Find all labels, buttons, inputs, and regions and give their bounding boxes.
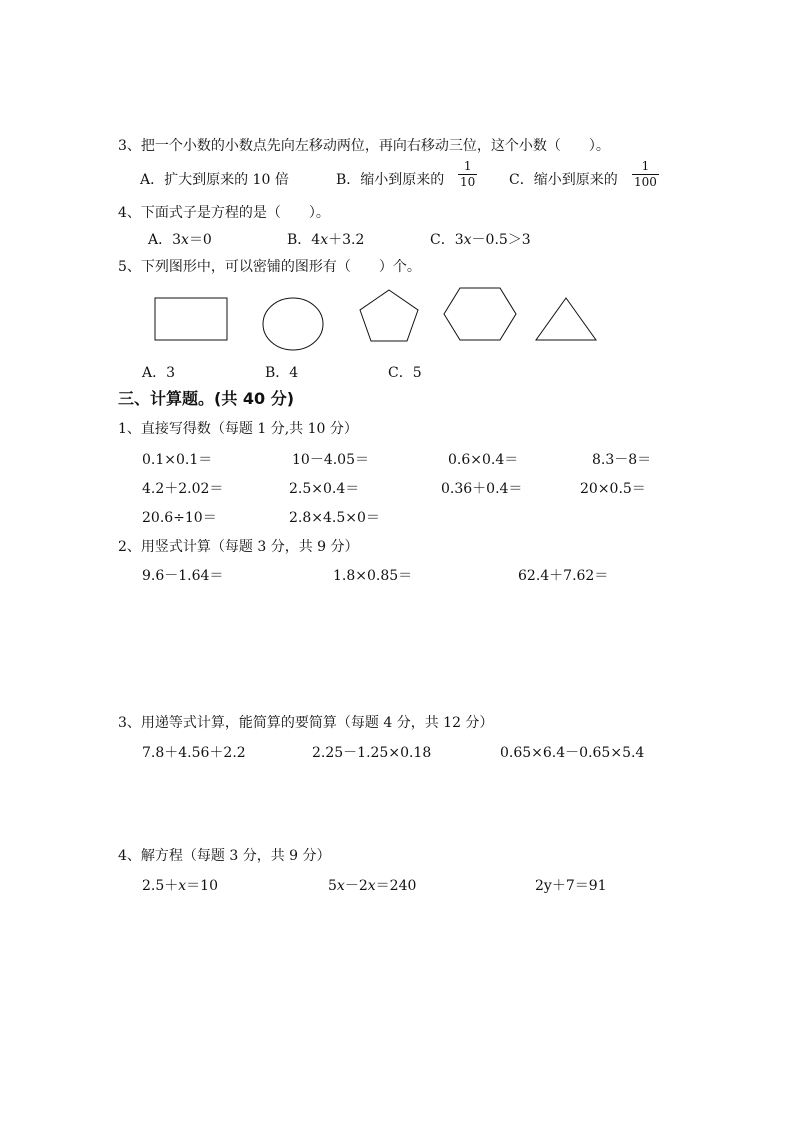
q3-option-c: C．缩小到原来的	[509, 172, 618, 188]
p1-item: 4.2＋2.02＝	[142, 481, 224, 497]
p1-item: 0.1×0.1＝	[142, 452, 213, 468]
q5-option-b: B．4	[265, 365, 299, 381]
p3-item: 0.65×6.4－0.65×5.4	[500, 745, 645, 761]
p4-equation-1: 2.5＋x＝10	[142, 878, 218, 894]
triangle-shape	[536, 298, 596, 340]
circle-shape	[263, 298, 323, 350]
p1-item: 20×0.5＝	[580, 481, 646, 497]
p3-item: 2.25－1.25×0.18	[312, 745, 432, 761]
q3-stem: 3、把一个小数的小数点先向左移动两位，再向右移动三位，这个小数（ ）。	[118, 138, 610, 154]
p2-title: 2、用竖式计算（每题 3 分，共 9 分）	[118, 539, 359, 555]
q5-option-a: A．3	[142, 365, 176, 381]
p3-title: 3、用递等式计算，能简算的要简算（每题 4 分，共 12 分）	[118, 715, 494, 731]
p1-item: 10－4.05＝	[292, 452, 369, 468]
p2-item: 1.8×0.85＝	[333, 568, 413, 584]
q3-option-b: B．缩小到原来的	[336, 172, 445, 188]
q4-option-c: C．3x－0.5＞3	[430, 232, 531, 248]
p3-item: 7.8＋4.56＋2.2	[142, 745, 246, 761]
rectangle-shape	[155, 298, 227, 340]
q5-option-c: C．5	[388, 365, 422, 381]
p1-title: 1、直接写得数（每题 1 分,共 10 分）	[118, 421, 358, 437]
pentagon-shape	[360, 290, 418, 341]
p4-title: 4、解方程（每题 3 分，共 9 分）	[118, 848, 331, 864]
p1-item: 0.36＋0.4＝	[441, 481, 523, 497]
section-3-title: 三、计算题。(共 40 分)	[118, 389, 295, 408]
q3-option-a: A．扩大到原来的 10 倍	[140, 172, 289, 188]
p1-item: 20.6÷10＝	[142, 510, 217, 526]
p1-item: 8.3－8＝	[592, 452, 652, 468]
fraction-numerator: 1	[463, 159, 472, 173]
q4-option-b: B．4x＋3.2	[287, 232, 365, 248]
q5-shapes	[0, 0, 794, 400]
fraction-numerator: 1	[641, 159, 650, 173]
p2-item: 62.4＋7.62＝	[518, 568, 609, 584]
q4-stem: 4、下面式子是方程的是（ ）。	[118, 205, 330, 221]
p4-equation-2: 5x－2x＝240	[328, 878, 417, 894]
p1-item: 2.8×4.5×0＝	[289, 510, 380, 526]
p1-item: 2.5×0.4＝	[289, 481, 360, 497]
p1-item: 0.6×0.4＝	[448, 452, 519, 468]
p2-item: 9.6－1.64＝	[142, 568, 224, 584]
fraction-denominator: 100	[634, 175, 657, 189]
hexagon-shape	[444, 288, 516, 340]
q5-stem: 5、下列图形中，可以密铺的图形有（ ）个。	[118, 259, 421, 275]
p4-equation-3: 2y＋7＝91	[535, 878, 607, 894]
q4-option-a: A．3x＝0	[148, 232, 212, 248]
fraction-denominator: 10	[460, 175, 476, 189]
